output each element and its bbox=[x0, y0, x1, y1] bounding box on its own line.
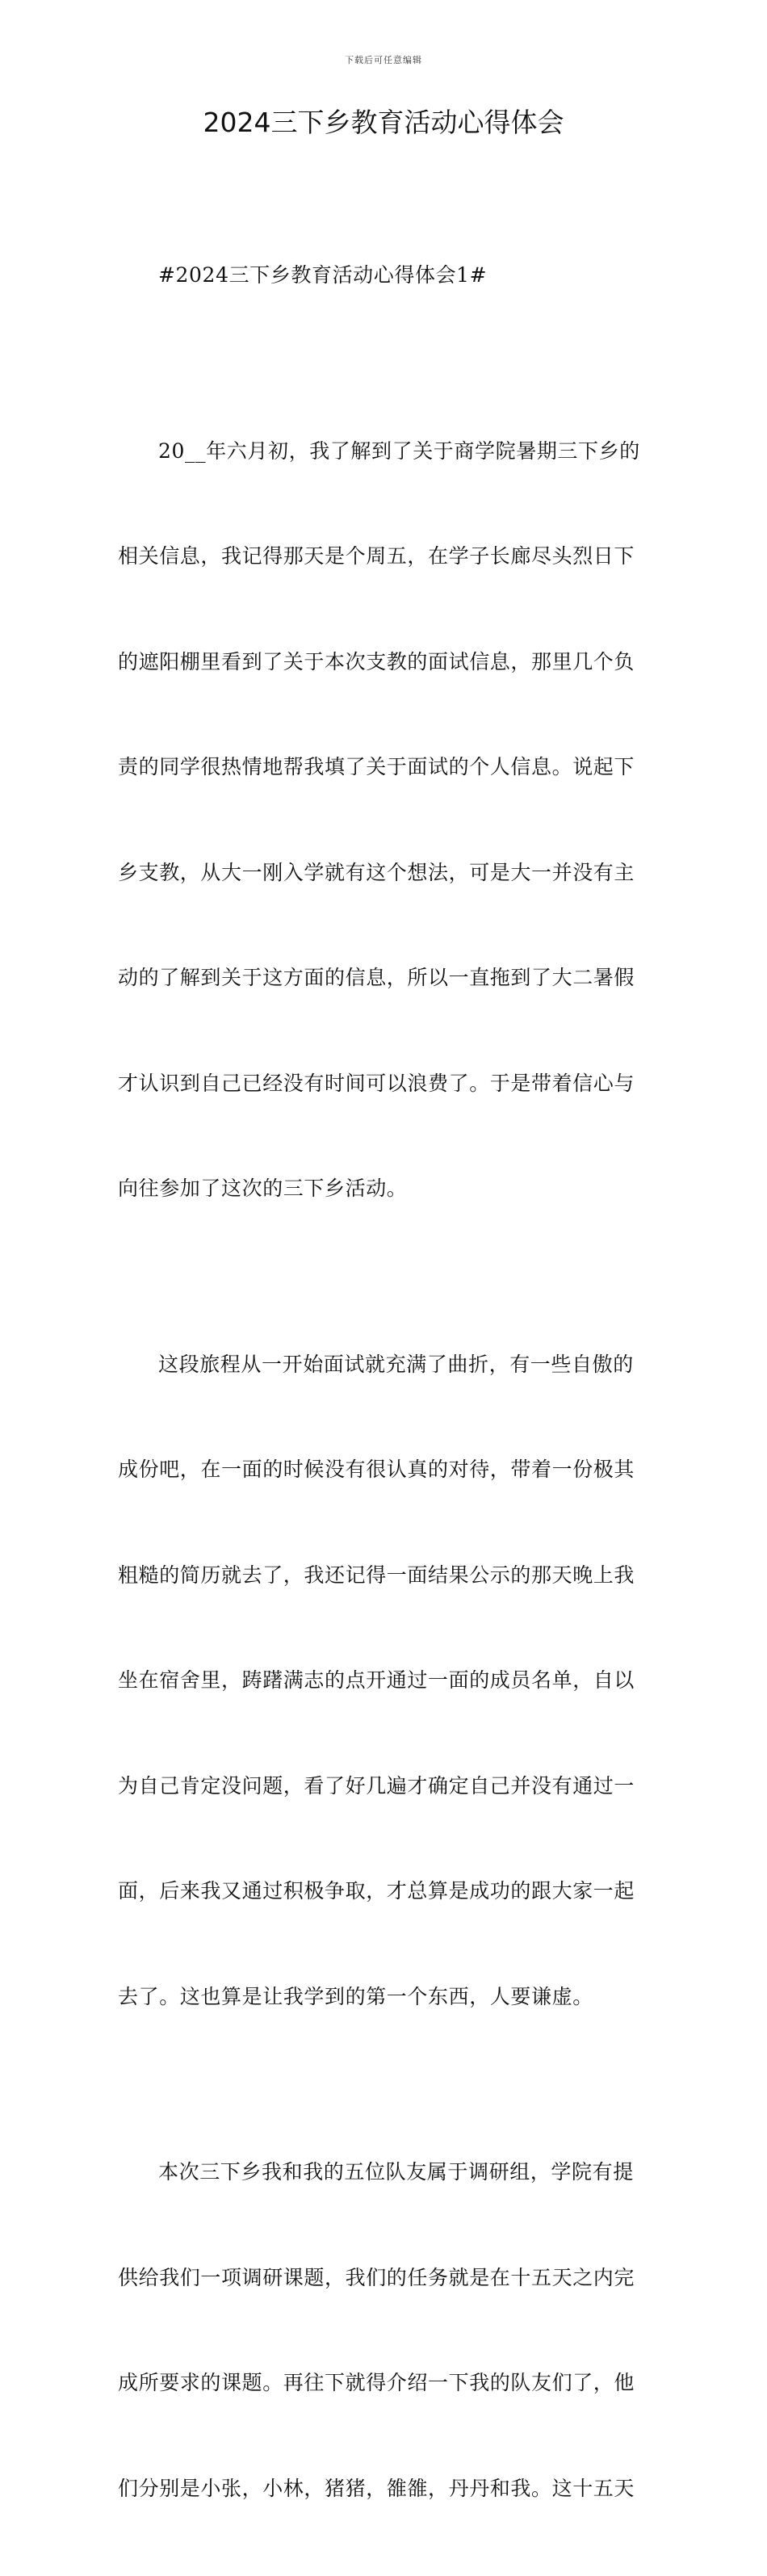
text-line: 为自己肯定没问题，看了好几遍才确定自己并没有通过一 bbox=[118, 1773, 635, 1798]
paragraph-3 bbox=[118, 2084, 651, 2576]
text-line: #2024三下乡教育活动心得体会1# bbox=[158, 263, 488, 287]
text-line: 去了。这也算是让我学到的第一个东西，人要谦虚。 bbox=[118, 1984, 593, 2008]
text-line: 粗糙的简历就去了，我还记得一面结果公示的那天晚上我 bbox=[118, 1563, 635, 1587]
paragraph-1 bbox=[118, 363, 651, 1277]
document-body bbox=[118, 187, 651, 2576]
text-line: 本次三下乡我和我的五位队友属于调研组，学院有提 bbox=[158, 2160, 634, 2184]
text-line: 20__年六月初，我了解到了关于商学院暑期三下乡的 bbox=[158, 438, 640, 463]
text-line: 坐在宿舍里，踌躇满志的点开通过一面的成员名单，自以 bbox=[118, 1668, 635, 1692]
text-line: 们分别是小张，小林，猪猪，雒雒，丹丹和我。这十五天 bbox=[118, 2476, 635, 2500]
text-line: 的遮阳棚里看到了关于本次支教的面试信息，那里几个负 bbox=[118, 649, 635, 673]
text-line: 相关信息，我记得那天是个周五，在学子长廊尽头烈日下 bbox=[118, 544, 635, 568]
text-line: 向往参加了这次的三下乡活动。 bbox=[118, 1177, 408, 1200]
section-heading bbox=[118, 187, 651, 363]
text-line: 面，后来我又通过积极争取，才总算是成功的跟大家一起 bbox=[118, 1879, 635, 1903]
text-line: 成份吧，在一面的时候没有很认真的对待，带着一份极其 bbox=[118, 1458, 635, 1481]
header-note: 下载后可任意编辑 bbox=[345, 55, 422, 65]
text-line: 乡支教，从大一刚入学就有这个想法，可是大一并没有主 bbox=[118, 860, 635, 884]
document-title: 2024三下乡教育活动心得体会 bbox=[203, 107, 564, 138]
text-line: 动的了解到关于这方面的信息，所以一直拖到了大二暑假 bbox=[118, 966, 635, 989]
text-line: 才认识到自己已经没有时间可以浪费了。于是带着信心与 bbox=[118, 1071, 635, 1095]
text-line: 成所要求的课题。再往下就得介绍一下我的队友们了，他 bbox=[118, 2371, 635, 2394]
text-line: 责的同学很热情地帮我填了关于面试的个人信息。说起下 bbox=[118, 755, 635, 778]
text-line: 供给我们一项调研课题，我们的任务就是在十五天之内完 bbox=[118, 2265, 635, 2289]
paragraph-2 bbox=[118, 1277, 651, 2085]
text-line: 这段旅程从一开始面试就充满了曲折，有一些自傲的 bbox=[158, 1352, 634, 1376]
